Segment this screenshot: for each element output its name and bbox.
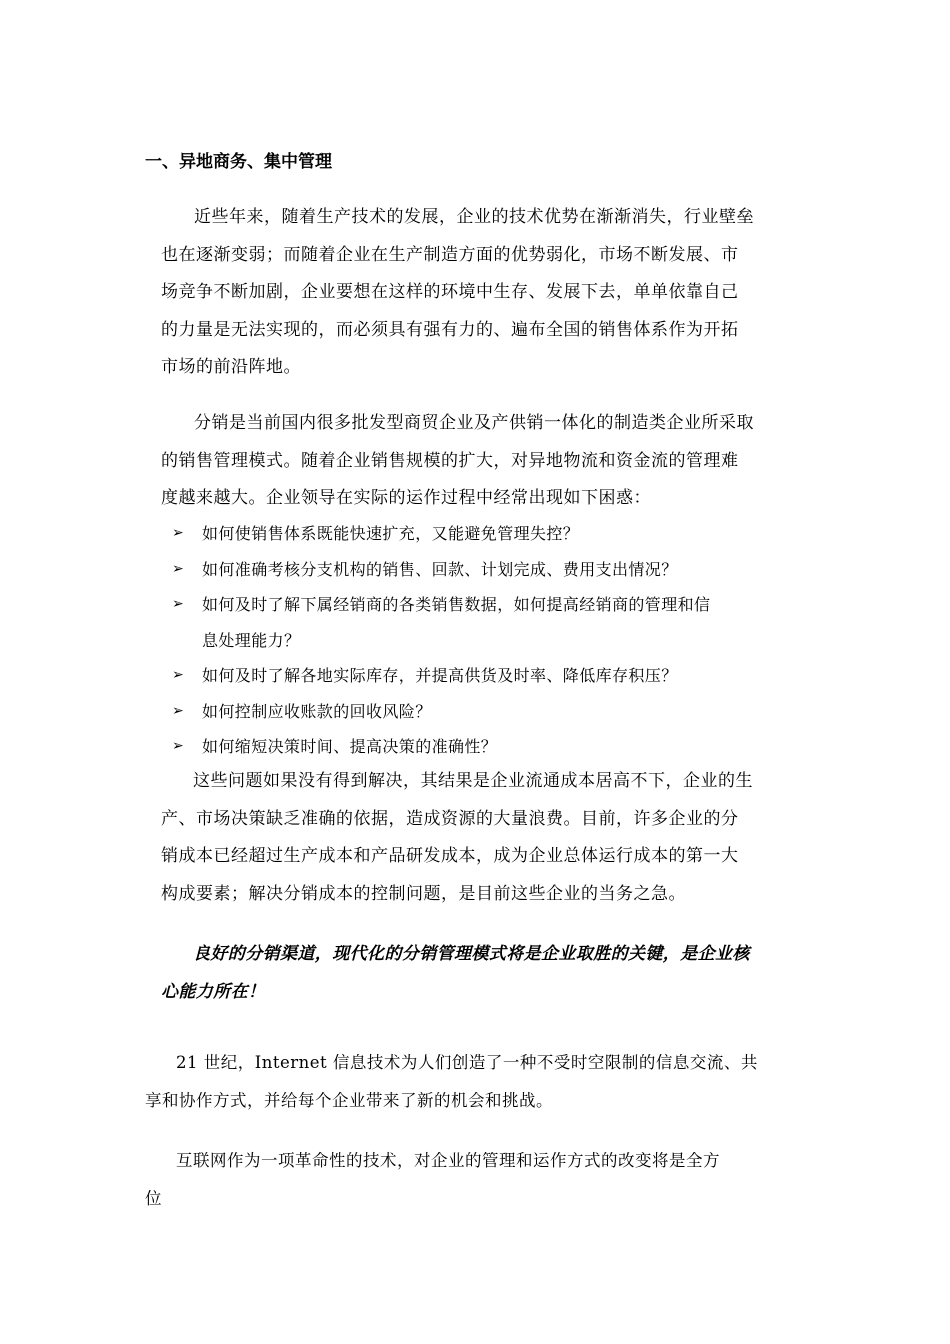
- paragraph-line: 场竞争不断加剧，企业要想在这样的环境中生存、发展下去，单单依靠自己: [161, 282, 739, 302]
- emphasis-line: 心能力所在！: [161, 981, 266, 1002]
- paragraph-line: 构成要素；解决分销成本的控制问题，是目前这些企业的当务之急。: [161, 883, 686, 904]
- paragraph-internet-era: [145, 1044, 825, 1119]
- paragraph-line: 位: [145, 1188, 162, 1208]
- paragraph-line: 互联网作为一项革命性的技术，对企业的管理和运作方式的改变将是全方: [176, 1151, 720, 1170]
- paragraph-line: 分销是当前国内很多批发型商贸企业及产供销一体化的制造类企业所采取: [194, 413, 754, 433]
- list-item-text: 如何准确考核分支机构的销售、回款、计划完成、费用支出情况？: [202, 559, 678, 579]
- list-item: [170, 516, 810, 552]
- paragraph-line: 享和协作方式，并给每个企业带来了新的机会和挑战。: [145, 1090, 553, 1110]
- paragraph-line: 的力量是无法实现的，而必须具有强有力的、遍布全国的销售体系作为开拓: [161, 319, 739, 340]
- list-item: [170, 587, 810, 658]
- paragraph-line: 度越来越大。企业领导在实际的运作过程中经常出现如下困惑：: [161, 488, 651, 508]
- list-item: [170, 658, 810, 694]
- list-item: [170, 552, 810, 588]
- paragraph-distribution-intro: [161, 405, 821, 518]
- paragraph-line: 市场的前沿阵地。: [161, 357, 301, 377]
- arrow-bullet-icon: ➢: [172, 738, 185, 754]
- paragraph-line: 21 世纪，Internet 信息技术为人们创造了一种不受时空限制的信息交流、共: [176, 1053, 758, 1072]
- section-heading: 一、异地商务、集中管理: [145, 152, 332, 172]
- paragraph-line: 产、市场决策缺乏准确的依据，造成资源的大量浪费。目前，许多企业的分: [161, 808, 739, 829]
- list-item-text: 如何使销售体系既能快速扩充，又能避免管理失控？: [202, 524, 580, 543]
- list-item-text: 如何控制应收账款的回收风险？: [202, 701, 432, 721]
- list-item: [170, 729, 810, 765]
- arrow-bullet-icon: ➢: [172, 596, 185, 612]
- list-item: [170, 694, 810, 730]
- question-bullet-list: [170, 516, 810, 765]
- list-item-text: 如何缩短决策时间、提高决策的准确性？: [202, 737, 498, 756]
- list-item-text: 息处理能力？: [202, 630, 301, 650]
- emphasis-statement: [161, 936, 821, 1011]
- paragraph-line: 也在逐渐变弱；而随着企业在生产制造方面的优势弱化，市场不断发展、市: [161, 244, 739, 265]
- list-item-text: 如何及时了解下属经销商的各类销售数据，如何提高经销商的管理和信: [202, 595, 711, 614]
- paragraph-line: 的销售管理模式。随着企业销售规模的扩大，对异地物流和资金流的管理难: [161, 450, 739, 471]
- paragraph-internet-revolution: [145, 1142, 825, 1217]
- arrow-bullet-icon: ➢: [172, 525, 185, 541]
- paragraph-market-background: [161, 199, 821, 387]
- paragraph-line: 这些问题如果没有得到解决，其结果是企业流通成本居高不下，企业的生: [193, 771, 753, 791]
- emphasis-line: 良好的分销渠道，现代化的分销管理模式将是企业取胜的关键，是企业核: [193, 944, 750, 964]
- arrow-bullet-icon: ➢: [172, 667, 185, 683]
- arrow-bullet-icon: ➢: [172, 702, 185, 719]
- paragraph-line: 近些年来，随着生产技术的发展，企业的技术优势在渐渐消失，行业壁垒: [194, 207, 754, 227]
- paragraph-line: 销成本已经超过生产成本和产品研发成本，成为企业总体运行成本的第一大: [161, 846, 739, 866]
- paragraph-consequences: [161, 763, 821, 913]
- arrow-bullet-icon: ➢: [172, 560, 185, 577]
- list-item-text: 如何及时了解各地实际库存，并提高供货及时率、降低库存积压？: [202, 666, 678, 685]
